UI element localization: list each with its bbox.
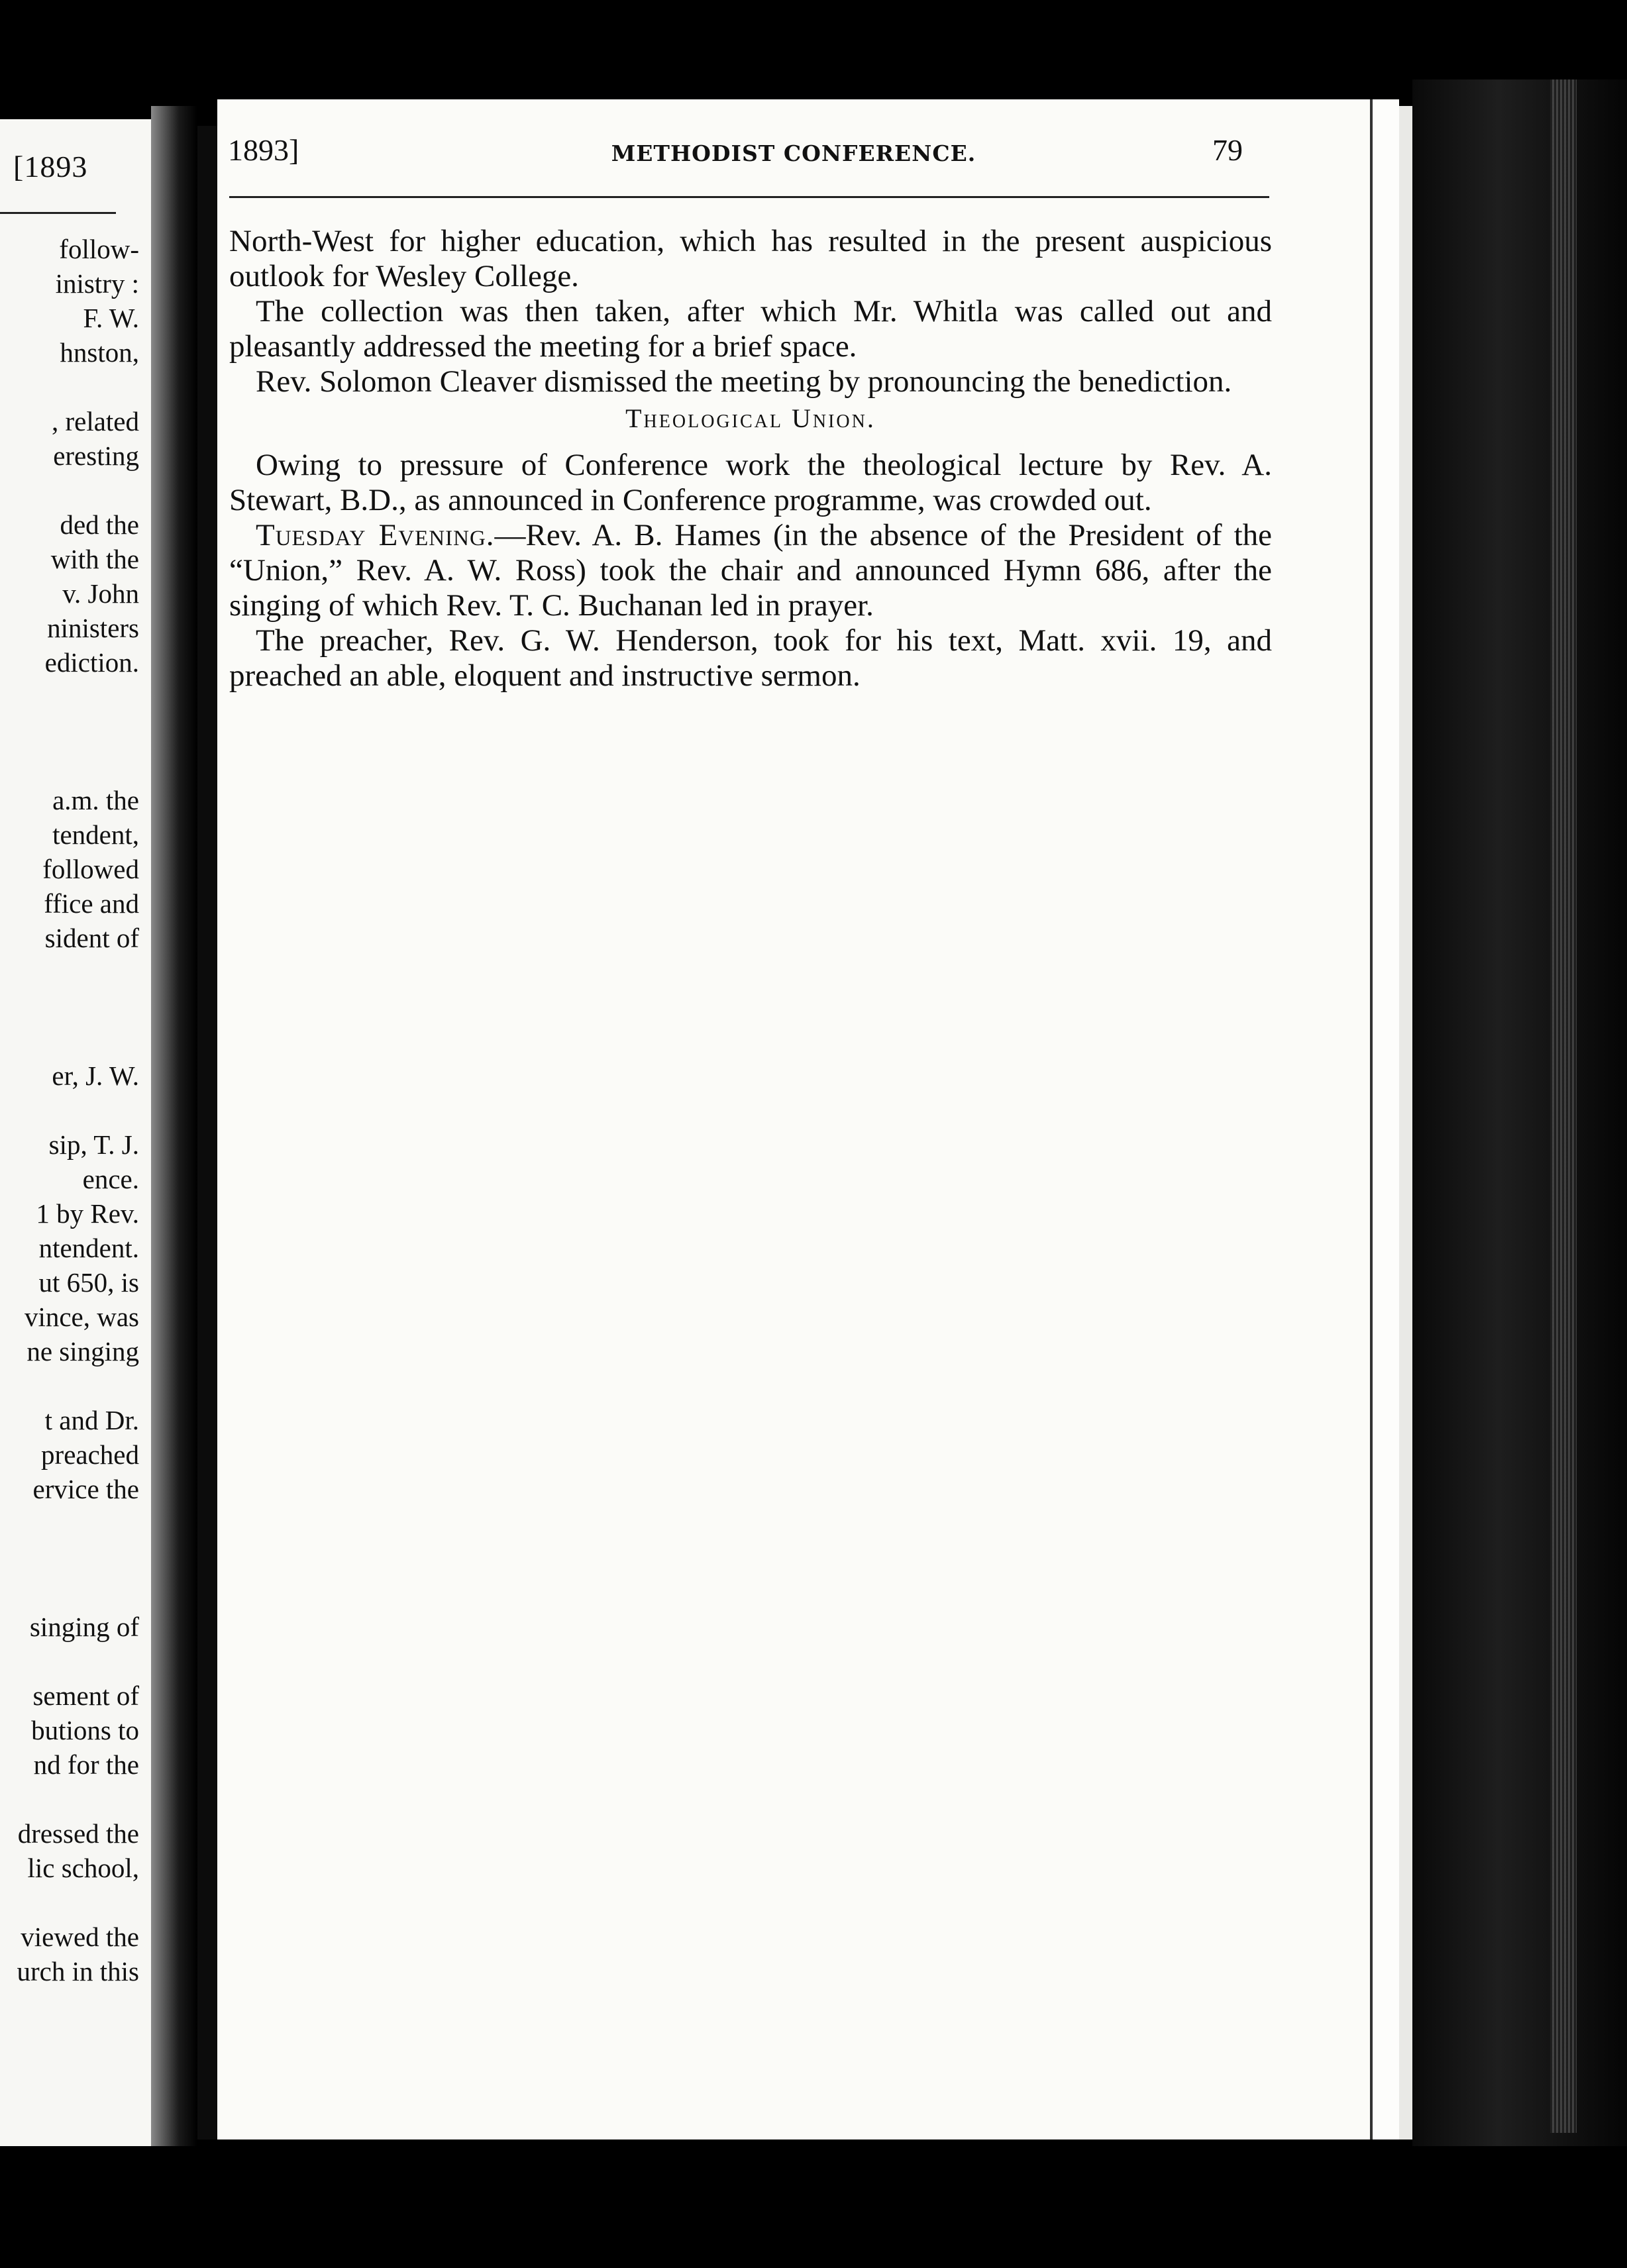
- left-page-line: vince, was: [24, 1302, 139, 1332]
- left-page-line: lic school,: [27, 1853, 139, 1883]
- left-page-line: er, J. W.: [52, 1060, 139, 1091]
- left-page-line: tendent,: [52, 819, 139, 850]
- paragraph-north-west: North-West for higher education, which has resulted in the present auspicious outlook for Wesley College.: [229, 224, 1272, 293]
- left-page-line: [17, 1093, 139, 1127]
- left-page-line: follow-: [59, 234, 139, 264]
- left-page-line: nd for the: [33, 1749, 139, 1780]
- left-page-line: [17, 1885, 139, 1920]
- left-page-line: [17, 473, 139, 507]
- left-page-line: 1 by Rev.: [36, 1198, 139, 1229]
- left-page-line: followed: [42, 854, 139, 884]
- left-page-line: [17, 370, 139, 404]
- page-edge-stack: [1399, 106, 1412, 2139]
- left-page-line: urch in this: [17, 1956, 139, 1986]
- left-page-line: ervice the: [32, 1474, 139, 1504]
- book-gutter: [151, 106, 197, 2159]
- left-page-line: t and Dr.: [44, 1405, 139, 1435]
- page-number: 79: [1212, 133, 1243, 167]
- left-page-text-fragments: [17, 232, 139, 1988]
- left-page-line: sident of: [44, 923, 139, 953]
- left-page-line: ded the: [60, 509, 139, 540]
- header-rule: [229, 196, 1269, 198]
- left-page-line: [17, 1575, 139, 1610]
- tuesday-evening-text: —Rev. A. B. Hames (in the absence of the President of the “Union,” Rev. A. W. Ross) took the chair and announced Hymn 686, after the singing of which Rev. T. C. Buchanan led in prayer.: [229, 518, 1273, 623]
- book-page-stack: [1550, 79, 1577, 2133]
- left-page-line: [17, 1782, 139, 1816]
- left-page-line: ntendent.: [38, 1233, 139, 1263]
- left-page-line: [17, 1024, 139, 1058]
- left-page-line: ne singing: [26, 1336, 139, 1366]
- section-heading-theological-union: Theological Union.: [625, 403, 876, 433]
- paragraph-benediction: Rev. Solomon Cleaver dismissed the meeting by pronouncing the benediction.: [256, 364, 1232, 399]
- left-page-line: [17, 1506, 139, 1541]
- running-head-title: METHODIST CONFERENCE.: [611, 140, 976, 166]
- left-page-line: [17, 1541, 139, 1575]
- left-page-line: ediction.: [44, 647, 139, 678]
- left-page-line: ence.: [82, 1164, 139, 1194]
- book-gutter-shadow: [197, 126, 217, 2139]
- left-page-line: sip, T. J.: [48, 1129, 139, 1160]
- left-page-line: singing of: [29, 1612, 139, 1642]
- page-edge: [1370, 99, 1399, 2139]
- main-page: [217, 99, 1370, 2139]
- left-page-line: hnston,: [60, 337, 139, 368]
- left-page-line: [17, 714, 139, 748]
- left-page-line: [17, 990, 139, 1024]
- facing-page-left: [0, 119, 151, 2146]
- left-page-line: F. W.: [83, 303, 139, 333]
- left-page-line: , related: [51, 406, 139, 437]
- left-page-line: eresting: [53, 440, 139, 471]
- left-page-line: viewed the: [21, 1922, 139, 1952]
- left-page-line: [17, 748, 139, 783]
- left-page-line: inistry :: [55, 268, 139, 299]
- left-page-line: butions to: [31, 1715, 139, 1745]
- left-page-line: [17, 955, 139, 990]
- left-page-line: with the: [50, 544, 139, 574]
- left-page-line: dressed the: [17, 1818, 139, 1849]
- left-page-rule: [0, 212, 116, 214]
- left-page-line: sement of: [32, 1680, 139, 1711]
- running-head-year: 1893]: [228, 133, 299, 167]
- tuesday-evening-lead: Tuesday Evening.: [256, 518, 495, 552]
- left-page-line: v. John: [62, 578, 139, 609]
- paragraph-collection: The collection was then taken, after which Mr. Whitla was called out and pleasantly addressed the meeting for a brief space.: [229, 294, 1272, 364]
- left-page-line: preached: [41, 1439, 139, 1470]
- paragraph-tuesday-evening: [229, 518, 1272, 623]
- paragraph-lecture-crowded-out: Owing to pressure of Conference work the theological lecture by Rev. A. Stewart, B.D., as announced in Conference programme, was crowded out.: [229, 448, 1272, 517]
- left-page-line: a.m. the: [52, 785, 139, 815]
- left-page-line: [17, 1644, 139, 1678]
- left-page-line: ninisters: [47, 613, 139, 643]
- left-page-line: [17, 680, 139, 714]
- left-page-running-head: [1893: [13, 150, 88, 183]
- left-page-line: ut 650, is: [38, 1267, 139, 1298]
- body-text: [229, 224, 1272, 694]
- left-page-line: [17, 1368, 139, 1403]
- scan-background-bottom: [0, 2146, 1627, 2268]
- paragraph-sermon: The preacher, Rev. G. W. Henderson, took for his text, Matt. xvii. 19, and preached an able, eloquent and instructive sermon.: [229, 623, 1272, 693]
- scan-background-right: [1412, 79, 1627, 2268]
- left-page-line: ffice and: [44, 888, 139, 919]
